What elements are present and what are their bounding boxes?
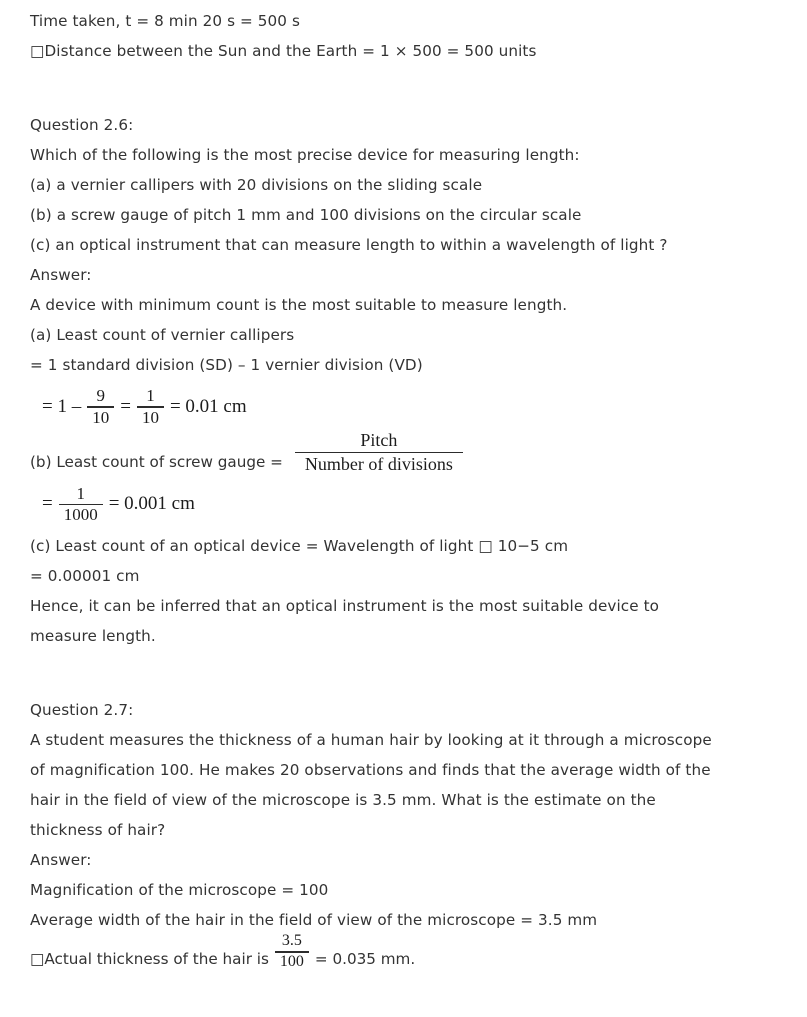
fraction-pitch-over-divisions [295,431,463,474]
fraction-one-over-thousand [59,485,103,524]
fraction-denominator: Number of divisions [304,454,453,475]
question-26-prompt: Which of the following is the most precise device for measuring length: [30,146,580,164]
fraction-numerator: 9 [96,386,105,406]
question-26-option-c: (c) an optical instrument that can measure length to within a wavelength of light ? [30,236,668,254]
question-27-magnification: Magnification of the microscope = 100 [30,881,329,900]
formula-screw-gauge-definition [30,430,779,477]
question-27-final-answer [30,932,779,973]
question-26-conclusion-line-2: measure length. [30,627,156,646]
question-26-conclusion-line-1: Hence, it can be inferred that an optical instrument is the most suitable device to [30,597,660,616]
question-27-average-width: Average width of the hair in the field of view of the microscope = 3.5 mm [30,911,598,930]
line-time-taken: Time taken, t = 8 min 20 s = 500 s [30,12,301,30]
fraction-denominator: 100 [279,952,304,970]
question-26-answer-intro: A device with minimum count is the most suitable to measure length. [30,296,568,314]
fraction-denominator: 10 [141,407,159,427]
fraction-numerator: 3.5 [281,932,302,950]
final-answer-lead: □Actual thickness of the hair is [30,949,269,968]
fraction-numerator: 1 [76,483,85,503]
formula-a-result: = 0.01 cm [169,396,247,417]
fraction-three-point-five-over-hundred [275,933,309,970]
question-26-heading: Question 2.6: [30,116,134,134]
fraction-nine-tenths [87,387,114,426]
fraction-one-tenth [137,387,164,426]
question-27-answer-label: Answer: [30,851,92,870]
formula-a-equals: = [120,396,131,417]
line-distance-sun-earth: □Distance between the Sun and the Earth = 1 × 500 = 500 units [30,42,537,60]
fraction-denominator: 1000 [63,505,98,525]
formula-b-result: = 0.001 cm [108,493,195,515]
fraction-numerator: 1 [146,386,155,406]
question-27-heading: Question 2.7: [30,701,134,720]
question-26-option-b: (b) a screw gauge of pitch 1 mm and 100 divisions on the circular scale [30,206,582,224]
question-27-prompt-line-1: A student measures the thickness of a human hair by looking at it through a microscope [30,731,712,750]
formula-a-lead: = 1 – [42,396,82,417]
formula-vernier-least-count [30,380,779,434]
section-gap [30,66,779,110]
question-26-part-b-label: (b) Least count of screw gauge = [30,453,283,472]
question-26-answer-label: Answer: [30,266,92,284]
question-26-part-c-label: (c) Least count of an optical device = Wavelength of light □ 10−5 cm [30,537,569,556]
formula-screw-gauge-value [30,477,779,531]
question-26-part-a-label: (a) Least count of vernier callipers [30,326,295,344]
fraction-numerator: Pitch [360,430,398,450]
question-27-prompt-line-4: thickness of hair? [30,821,166,840]
question-26-part-c-value: = 0.00001 cm [30,567,140,586]
question-26-option-a: (a) a vernier callipers with 20 divisions on the sliding scale [30,176,483,194]
fraction-denominator: 10 [92,407,110,427]
section-gap [30,651,779,695]
question-27-prompt-line-3: hair in the field of view of the microscope is 3.5 mm. What is the estimate on the [30,791,656,810]
formula-b-lead: = [42,493,53,515]
question-27-prompt-line-2: of magnification 100. He makes 20 observations and finds that the average width of the [30,761,711,780]
final-answer-result: = 0.035 mm. [314,949,416,968]
question-26-part-a-expression: = 1 standard division (SD) – 1 vernier division (VD) [30,356,423,374]
